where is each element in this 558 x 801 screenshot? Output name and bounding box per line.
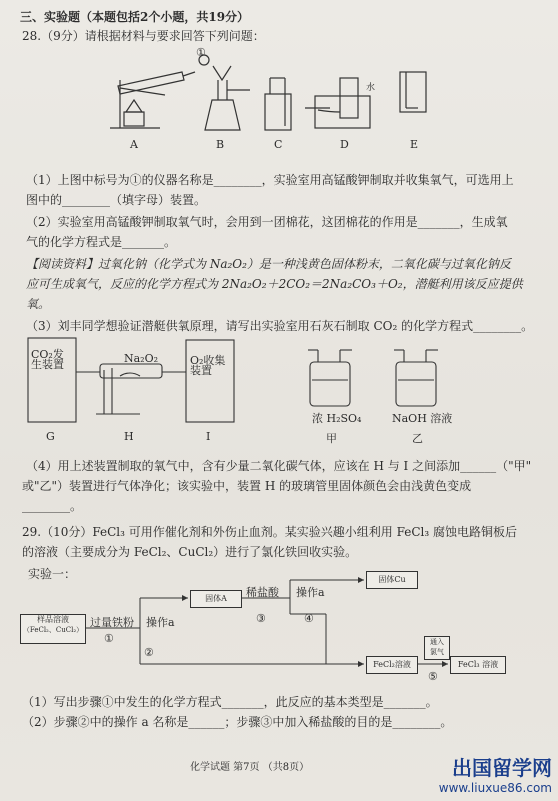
co2-device-label: CO₂发生装置 [31, 348, 64, 371]
q28-sub4-line2: 或"乙"）装置进行气体净化；该实验中，装置 H 的玻璃管里固体颜色会由浅黄色变成 [22, 479, 472, 493]
q29-sub1: （1）写出步骤①中发生的化学方程式_______，此反应的基本类型是_______。 [22, 695, 438, 709]
flow-sample-line1: 样品溶液 [37, 615, 69, 624]
watermark-brand: 出国留学网 [452, 756, 552, 780]
label-i: I [206, 430, 211, 443]
flow-marker-5: ⑤ [428, 670, 438, 683]
page-footer: 化学试题 第7页 （共8页） [190, 762, 310, 773]
water-label: 水 [366, 83, 376, 93]
flow-step-iron: 过量铁粉 [90, 616, 134, 629]
flow-step-op-a2: 操作a [296, 586, 325, 599]
reading-line3: 氧。 [26, 297, 51, 311]
label-g: G [46, 430, 55, 443]
na2o2-label: Na₂O₂ [124, 352, 159, 365]
q29-line1: 29.（10分）FeCl₃ 可用作催化剂和外伤止血剂。某实验兴趣小组利用 FeCl₃ 腐蚀电路铜板后 [22, 525, 518, 539]
reading-line2: 应可生成氧气，反应的化学方程式为 2Na₂O₂＋2CO₂＝2Na₂CO₃＋O₂，潜艇利用该反应提供 [26, 277, 523, 291]
flow-marker-2: ② [144, 646, 154, 659]
flow-fecl3: FeCl₃ 溶液 [450, 656, 506, 674]
flow-fecl2: FeCl₂溶液 [366, 656, 418, 674]
q29-line2: 的溶液（主要成分为 FeCl₂、CuCl₂）进行了氯化铁回收实验。 [22, 545, 358, 559]
reading-line1: 【阅读资料】过氧化钠（化学式为 Na₂O₂）是一种浅黄色固体粉末，二氧化碳与过氧化钠反 [26, 257, 511, 271]
flow-step-hcl: 稀盐酸 [246, 586, 279, 599]
q28-sub1-line2: 图中的________（填字母）装置。 [26, 193, 207, 207]
q29-sub2: （2）步骤②中的操作 a 名称是______；步骤③中加入稀盐酸的目的是________。 [22, 715, 453, 729]
flow-solid-cu: 固体Cu [366, 571, 418, 589]
label-jia: 甲 [326, 432, 337, 445]
reagent-yi: NaOH 溶液 [392, 412, 453, 425]
q28-sub4-line1: （4）用上述装置制取的氧气中，含有少量二氧化碳气体，应该在 H 与 I 之间添加______（"甲" [26, 459, 532, 473]
q28-sub3: （3）刘丰同学想验证潜艇供氧原理，请写出实验室用石灰石制取 CO₂ 的化学方程式________。 [26, 319, 534, 333]
o2-device-label: O₂收集装置 [190, 354, 226, 377]
watermark-url: www.liuxue86.com [438, 781, 552, 795]
flow-solid-a: 固体A [190, 590, 242, 608]
q28-sub2-line2: 气的化学方程式是_______。 [26, 235, 177, 249]
label-e: E [410, 138, 419, 151]
label-c: C [274, 138, 283, 151]
q28-sub1-line1: （1）上图中标号为①的仪器名称是________，实验室用高锰酸钾制取并收集氧气，可选用上 [26, 173, 514, 187]
marker-1: ① [196, 46, 206, 59]
experiment-label: 实验一： [28, 567, 77, 581]
watermark-logo [439, 752, 552, 795]
flow-sample-line2: （FeCl₂、CuCl₂） [22, 626, 84, 634]
label-d: D [340, 138, 349, 151]
flow-chlorine-box [424, 636, 450, 660]
reagent-jia: 浓 H₂SO₄ [312, 412, 362, 425]
label-a: A [130, 138, 138, 151]
label-h: H [124, 430, 134, 443]
q28-sub2-line1: （2）实验室用高锰酸钾制取氧气时，会用到一团棉花，这团棉花的作用是_______，生成氧 [26, 215, 508, 229]
flow-marker-1: ① [104, 632, 114, 645]
label-yi: 乙 [412, 432, 423, 445]
q28-sub4-line3: ________。 [22, 499, 83, 513]
label-b: B [216, 138, 225, 151]
q28-header: 28.（9分）请根据材料与要求回答下列问题： [22, 29, 265, 43]
flow-step-op-a1: 操作a [146, 616, 175, 629]
flow-sample-box [20, 614, 86, 644]
flow-marker-4: ④ [304, 612, 314, 625]
flow-marker-3: ③ [256, 612, 266, 625]
section-title: 三、实验题（本题包括2个小题，共19分） [20, 10, 250, 24]
flow-chlorine-line1: 通入 [430, 638, 444, 646]
flow-chlorine-line2: 氯气 [430, 648, 444, 656]
